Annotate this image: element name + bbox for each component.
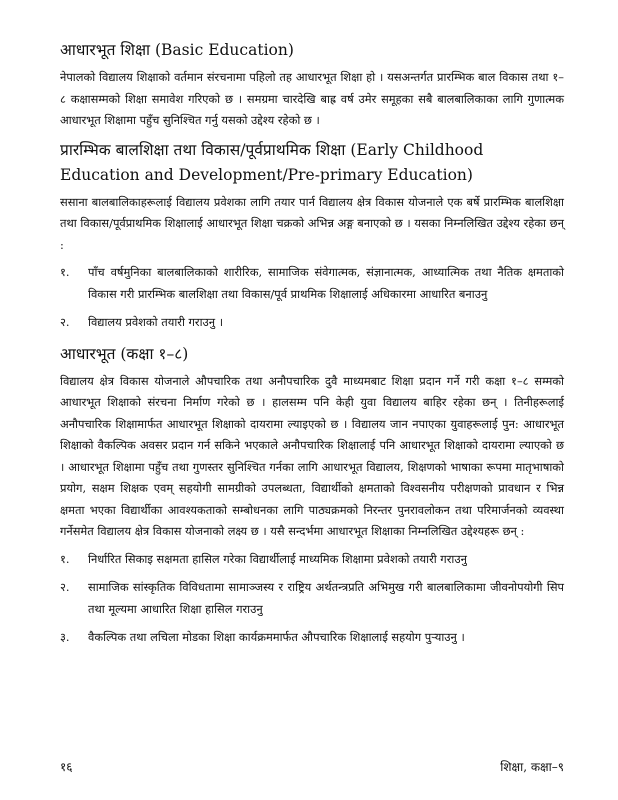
list-item-text: विद्यालय प्रवेशको तयारी गराउनु । (88, 315, 224, 329)
list-item-text: निर्धारित सिकाइ सक्षमता हासिल गरेका विद्यार्थीलाई माध्यमिक शिक्षामा प्रवेशको तयारी गराउनु (88, 551, 467, 566)
list-item (60, 312, 564, 334)
list-item-number: २. (60, 315, 70, 329)
early-childhood-objectives-list (60, 262, 564, 334)
list-item-text: सामाजिक सांस्कृतिक विविधतामा सामाञ्जस्य र राष्ट्रिय अर्थतन्त्रप्रति अभिमुख गरी बालबालिकामा जीवनोपयोगी सिप तथा मूल्यमा आधारित शिक्षा हासिल गराउनु (88, 580, 564, 616)
section-heading-early-childhood: प्रारम्भिक बालशिक्षा तथा विकास/पूर्वप्राथमिक शिक्षा (Early Childhood Education and Development/Pre-primary Education) (60, 140, 484, 184)
list-item (60, 627, 564, 649)
list-item (60, 577, 564, 620)
section-heading-basic-grades: आधारभूत (कक्षा १–८) (60, 344, 189, 363)
list-item-text: वैकल्पिक तथा लचिला मोडका शिक्षा कार्यक्रममार्फत औपचारिक शिक्षालाई सहयोग पुऱ्याउनु । (88, 630, 465, 644)
list-item-number: १. (60, 551, 70, 566)
list-item-number: ३. (60, 630, 70, 644)
page-number: १६ (60, 760, 73, 774)
paragraph-basic-grades: विद्यालय क्षेत्र विकास योजनाले औपचारिक तथा अनौपचारिक दुवै माध्यमबाट शिक्षा प्रदान गर्ने गरी कक्षा १–८ सम्मको आधारभूत शिक्षाको संरचना निर्माण गरेको छ । हालसम्म पनि केही युवा विद्यालय बाहिर रहेका छन् । तिनीहरूलाई अनौपचारिक शिक्षामार्फत आधारभूत शिक्षाको दायरामा ल्याइएको छ । विद्यालय जान नपाएका युवाहरूलाई पुन: आधारभूत शिक्षाको वैकल्पिक अवसर प्रदान गर्न सकिने भएकाले अनौपचारिक शिक्षालाई पनि आधारभूत शिक्षाको दायरामा ल्याएको छ । आधारभूत शिक्षामा पहुँच तथा गुणस्तर सुनिश्चित गर्नका लागि आधारभूत विद्यालय, शिक्षणको भाषाका रूपमा मातृभाषाको प्रयोग, सक्षम शिक्षक एवम् सहयोगी सामग्रीको उपलब्धता, विद्यार्थीको क्षमताको विश्वसनीय परीक्षणको प्रावधान र भिन्न क्षमता भएका विद्यार्थीका आवश्यकताको सम्बोधनका लागि पाठ्यक्रमको निरन्तर पुनरावलोकन तथा परिमार्जनको व्यवस्था गर्नेसमेत विद्यालय क्षेत्र विकास योजनाको लक्ष्य छ । यसै सन्दर्भमा आधारभूत शिक्षाका निम्नलिखित उद्देश्यहरू छन् : (60, 373, 564, 538)
list-item-number: २. (60, 580, 70, 594)
list-item (60, 549, 564, 571)
list-item-text: पाँच वर्षमुनिका बालबालिकाको शारीरिक, सामाजिक संवेगात्मक, संज्ञानात्मक, आध्यात्मिक तथा नैतिक क्षमताको विकास गरी प्रारम्भिक बालशिक्षा तथा विकास/पूर्व प्राथमिक शिक्षालाई अधिकारमा आधारित बनाउनु (88, 265, 564, 301)
list-item-number: १. (60, 265, 70, 279)
basic-objectives-list (60, 549, 564, 649)
paragraph-basic-education: नेपालको विद्यालय शिक्षाको वर्तमान संरचनामा पहिलो तह आधारभूत शिक्षा हो । यसअन्तर्गत प्रारम्भिक बाल विकास तथा १–८ कक्षासम्मको शिक्षा समावेश गरिएको छ । समग्रमा चारदेखि बाह्र वर्ष उमेर समूहका सबै बालबालिकाका लागि गुणात्मक आधारभूत शिक्षामा पहुँच सुनिश्चित गर्नु यसको उद्देश्य रहेको छ । (60, 70, 564, 127)
paragraph-early-childhood: ससाना बालबालिकाहरूलाई विद्यालय प्रवेशका लागि तयार पार्न विद्यालय क्षेत्र विकास योजनाले एक बर्षे प्रारम्भिक बालशिक्षा तथा विकास/पूर्वप्राथमिक शिक्षालाई आधारभूत शिक्षा चक्रको अभिन्न अङ्ग बनाएको छ । यसका निम्नलिखित उद्देश्य रहेका छन् : (60, 194, 564, 252)
running-title: शिक्षा, कक्षा–९ (500, 760, 564, 774)
page-footer (60, 758, 564, 775)
section-heading-basic-education: आधारभूत शिक्षा (Basic Education) (60, 41, 294, 59)
list-item (60, 262, 564, 305)
